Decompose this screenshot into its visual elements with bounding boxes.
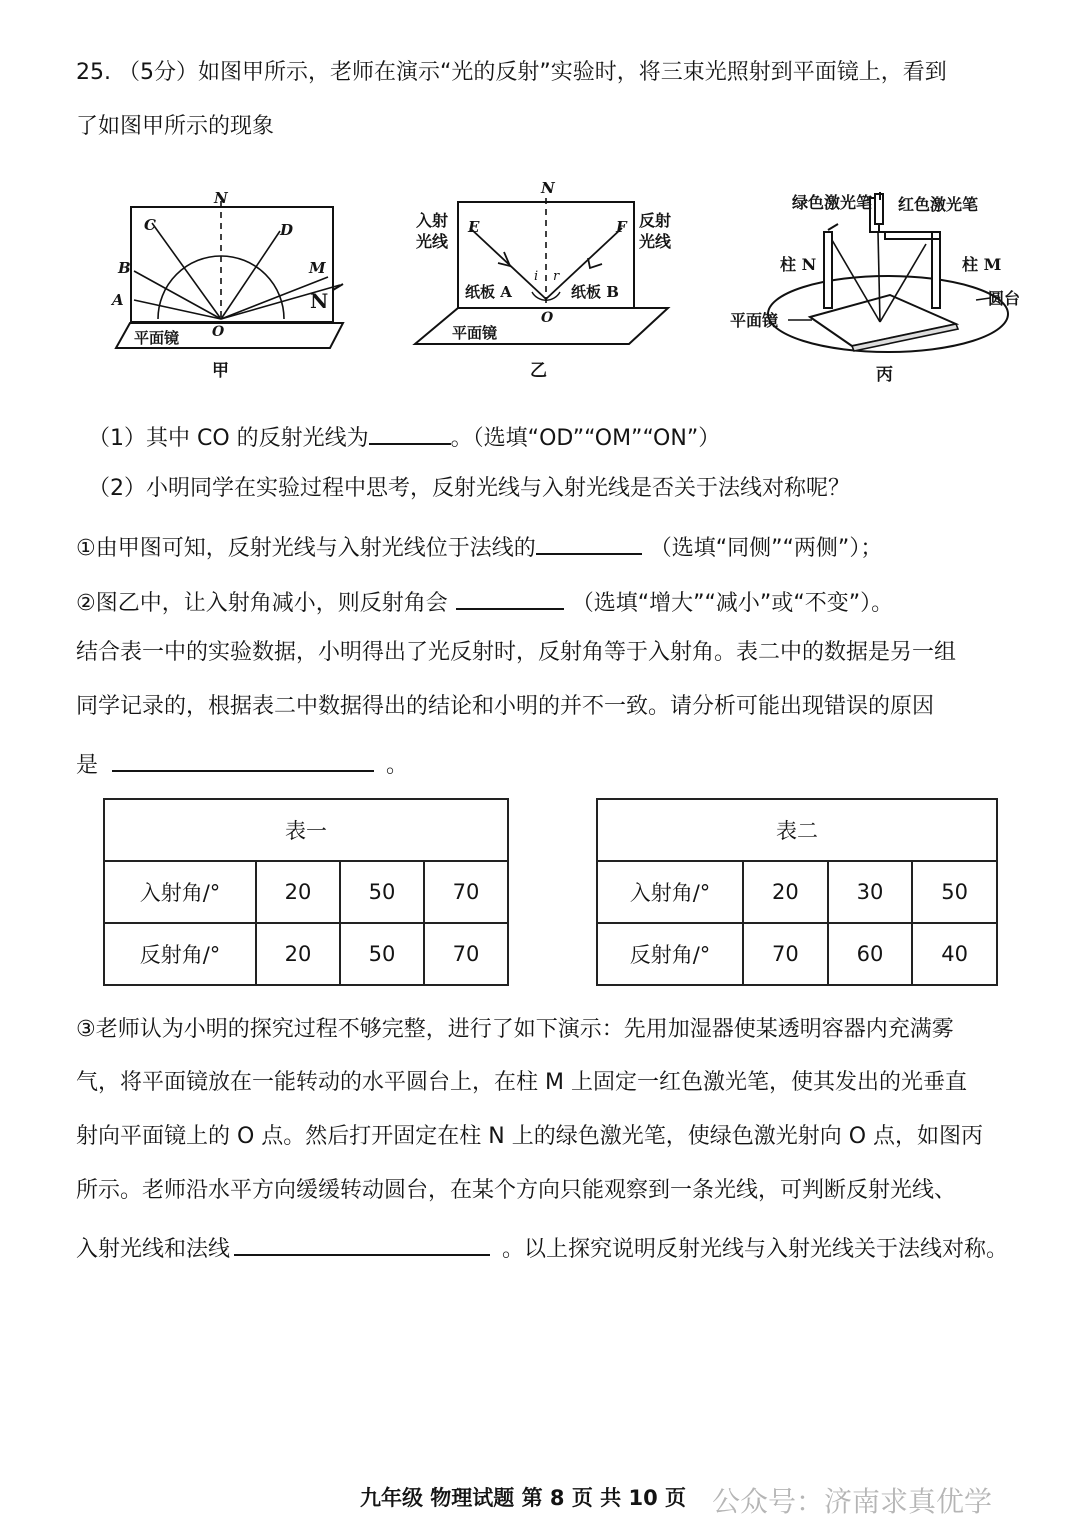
sub2b-prefix: ②图乙中，让入射角减小，则反射角会: [76, 591, 448, 616]
error-reason-blank[interactable]: [112, 746, 374, 772]
sub2a-prefix: ①由甲图可知，反射光线与入射光线位于法线的: [76, 536, 536, 561]
table-one-title: 表一: [104, 799, 508, 861]
yi-label-incident-2: 光线: [416, 232, 449, 251]
paragraph-3-prefix: 是: [76, 753, 99, 778]
table-cell: 入射角/°: [597, 861, 743, 923]
figure-yi-drawing: [410, 180, 700, 380]
table-cell: 20: [256, 861, 340, 923]
figure-jia-drawing: [90, 185, 360, 375]
section3-line-2: 气，将平面镜放在一能转动的水平圆台上，在柱 M 上固定一红色激光笔，使其发出的光垂直: [76, 1070, 967, 1095]
table-cell: 50: [340, 861, 424, 923]
table-cell: 70: [743, 923, 828, 985]
table-cell: 60: [828, 923, 913, 985]
bing-label-mirror: 平面镜: [730, 311, 779, 330]
yi-label-e: E: [468, 218, 480, 236]
jia-label-c: C: [144, 216, 156, 234]
bing-column-n: [824, 232, 832, 308]
table-cell: 30: [828, 861, 913, 923]
yi-label-r: r: [553, 269, 560, 284]
paragraph-line-3: [76, 746, 408, 781]
section3-5-suffix: 。以上探究说明反射光线与入射光线关于法线对称。: [502, 1237, 1009, 1262]
jia-label-d: D: [280, 221, 294, 239]
bing-label-col-m: 柱 M: [962, 255, 1002, 274]
section3-line-5: [76, 1230, 1008, 1265]
yi-label-reflect-2: 光线: [639, 232, 672, 251]
figure-jia-caption: 甲: [212, 361, 229, 381]
figure-jia: [90, 185, 360, 375]
table-cell: 50: [340, 923, 424, 985]
jia-label-a: A: [112, 291, 124, 309]
figure-bing-drawing: [728, 182, 1048, 382]
table-row: [104, 923, 508, 985]
sub2b-suffix: （选填“增大”“减小”或“不变”）。: [571, 591, 894, 616]
jia-label-o: O: [212, 324, 225, 340]
section3-5-prefix: 入射光线和法线: [76, 1237, 231, 1262]
sub2a-answer-blank[interactable]: [536, 529, 642, 555]
paragraph-line-2: 同学记录的，根据表二中数据得出的结论和小明的并不一致。请分析可能出现错误的原因: [76, 694, 935, 719]
jia-board: [131, 207, 333, 322]
paragraph-3-suffix: 。: [386, 753, 409, 778]
table-cell: 20: [743, 861, 828, 923]
watermark: 公众号：济南求真优学: [712, 1485, 993, 1518]
question-line-1: 25. （5分）如图甲所示，老师在演示“光的反射”实验时，将三束光照射到平面镜上，看到: [76, 60, 947, 85]
section3-line-1: ③老师认为小明的探究过程不够完整，进行了如下演示：先用加湿器使某透明容器内充满雾: [76, 1017, 954, 1042]
paragraph-line-1: 结合表一中的实验数据，小明得出了光反射时，反射角等于入射角。表二中的数据是另一组: [76, 640, 957, 665]
sub1-suffix: 。（选填“OD”“OM”“ON”）: [450, 426, 721, 451]
yi-label-incident-1: 入射: [416, 211, 449, 230]
yi-label-i: i: [534, 269, 539, 284]
jia-label-mirror: 平面镜: [134, 329, 180, 347]
jia-label-m: M: [309, 259, 326, 277]
yi-label-mirror: 平面镜: [452, 324, 498, 342]
sub2a-suffix: （选填“同侧”“两侧”）；: [649, 536, 883, 561]
sub1-line: [88, 419, 720, 454]
table-two: [596, 798, 998, 986]
bing-label-red: 红色激光笔: [898, 195, 979, 214]
table-cell: 反射角/°: [104, 923, 256, 985]
jia-label-n: N: [214, 189, 228, 207]
table-two-title: 表二: [597, 799, 997, 861]
figure-bing-caption: 丙: [876, 365, 893, 385]
yi-label-o: O: [541, 310, 554, 326]
table-cell: 70: [424, 923, 508, 985]
symmetry-answer-blank[interactable]: [234, 1230, 490, 1256]
table-row: [597, 861, 997, 923]
yi-label-f: F: [616, 218, 627, 236]
table-cell: 20: [256, 923, 340, 985]
table-cell: 70: [424, 861, 508, 923]
yi-label-board-a: 纸板 A: [465, 283, 512, 301]
jia-label-n2: N: [310, 289, 329, 313]
question-line-2: 了如图甲所示的现象: [76, 114, 275, 139]
page-footer: 九年级 物理试题 第 8 页 共 10 页: [360, 1486, 687, 1510]
figure-yi-caption: 乙: [530, 361, 547, 381]
bing-column-m: [932, 232, 940, 308]
sub2-line: （2）小明同学在实验过程中思考，反射光线与入射光线是否关于法线对称呢？: [88, 476, 850, 501]
sub2b-line: [76, 584, 893, 619]
table-cell: 反射角/°: [597, 923, 743, 985]
table-row: [597, 923, 997, 985]
sub2a-line: [76, 529, 882, 564]
bing-label-platform: 圆台: [988, 289, 1021, 308]
sub1-prefix: （1）其中 CO 的反射光线为: [88, 426, 369, 451]
sub1-answer-blank[interactable]: [369, 419, 451, 445]
yi-label-n: N: [541, 180, 555, 197]
figure-yi: [410, 180, 700, 380]
figure-bing: [728, 182, 1048, 382]
table-cell: 50: [912, 861, 997, 923]
yi-label-board-b: 纸板 B: [571, 283, 619, 301]
jia-label-b: B: [118, 259, 131, 277]
section3-line-4: 所示。老师沿水平方向缓缓转动圆台，在某个方向只能观察到一条光线，可判断反射光线、: [76, 1178, 957, 1203]
bing-label-col-n: 柱 N: [780, 255, 817, 274]
table-cell: 入射角/°: [104, 861, 256, 923]
table-one: [103, 798, 509, 986]
bing-label-green: 绿色激光笔: [792, 193, 873, 212]
table-row: [104, 861, 508, 923]
yi-label-reflect-1: 反射: [639, 211, 672, 230]
section3-line-3: 射向平面镜上的 O 点。然后打开固定在柱 N 上的绿色激光笔，使绿色激光射向 O 点，如图丙: [76, 1124, 984, 1149]
table-cell: 40: [912, 923, 997, 985]
sub2b-answer-blank[interactable]: [456, 584, 564, 610]
